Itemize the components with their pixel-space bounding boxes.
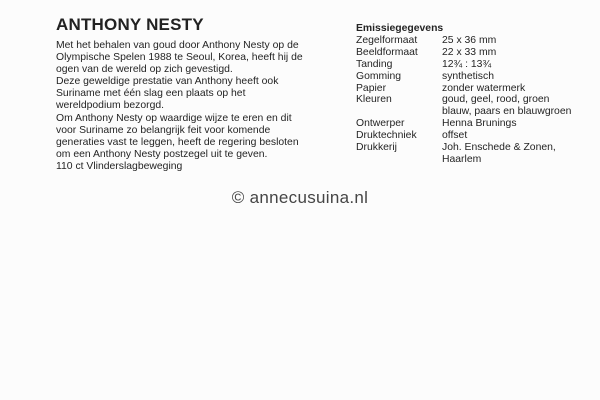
copyright-watermark: © annecusuina.nl	[231, 188, 369, 207]
spec-row-drukkerij	[356, 142, 591, 166]
description-line: Met het behalen van goud door Anthony Nesty op de	[56, 40, 299, 51]
description-line: om een Anthony Nesty postzegel uit te geven.	[56, 148, 268, 160]
description-line: voor Suriname zo belangrijk feit voor komende	[56, 124, 271, 136]
spec-value-line: Haarlem	[442, 153, 482, 165]
spec-row-zegelformaat	[356, 35, 591, 47]
spec-label: Druktechniek	[356, 130, 417, 142]
spec-value-line: 25 x 36 mm	[442, 34, 497, 46]
spec-label: Zegelformaat	[356, 34, 418, 46]
spec-row-tanding	[356, 59, 591, 71]
stamp-value-line: 110 ct Vlinderslagbeweging	[56, 160, 183, 172]
spec-row-ontwerper	[356, 118, 591, 130]
description-line: Suriname met één slag een plaats op het	[56, 88, 246, 100]
spec-value	[442, 59, 491, 71]
spec-row-beeldformaat	[356, 47, 591, 59]
spec-value-line: Henna Brunings	[442, 118, 517, 130]
spec-value-line: blauw, paars en blauwgroen	[442, 106, 572, 118]
spec-value-line: zonder watermerk	[442, 82, 526, 94]
spec-label: Kleuren	[356, 94, 392, 106]
spec-label: Gomming	[356, 70, 402, 82]
spec-row-kleuren	[356, 94, 591, 118]
description-line: wereldpodium bezorgd.	[56, 100, 165, 112]
spec-value-line: offset	[442, 130, 468, 142]
spec-value-line: 12¾ : 13¾	[442, 58, 492, 70]
description-line: generaties vast te leggen, heeft de regering besloten	[56, 136, 299, 148]
spec-value-line: 22 x 33 mm	[442, 46, 497, 58]
spec-label: Papier	[356, 82, 387, 94]
spec-value-line: goud, geel, rood, groen	[442, 94, 550, 106]
spec-value	[442, 47, 496, 59]
emission-details-heading: Emissiegegevens	[356, 23, 444, 34]
spec-label: Tanding	[356, 58, 393, 70]
description-line: Om Anthony Nesty op waardige wijze te eren en dit	[56, 112, 292, 124]
spec-value-line: Joh. Enschede & Zonen,	[442, 142, 556, 154]
page-title: ANTHONY NESTY	[56, 15, 204, 34]
description-line: Olympische Spelen 1988 te Seoul, Korea, heeft hij de	[56, 52, 303, 64]
spec-value	[442, 118, 517, 130]
spec-label: Drukkerij	[356, 142, 397, 154]
spec-label: Ontwerper	[356, 118, 405, 130]
spec-value-line: synthetisch	[442, 70, 494, 82]
spec-value	[442, 94, 571, 118]
description-line: ogen van de wereld op zich gevestigd.	[56, 64, 233, 76]
emission-details	[356, 23, 591, 166]
spec-value	[442, 71, 494, 83]
spec-row-druktechniek	[356, 130, 591, 142]
spec-value	[442, 142, 556, 166]
spec-value	[442, 35, 496, 47]
spec-label: Beeldformaat	[356, 46, 418, 58]
spec-row-papier	[356, 83, 591, 95]
description-line: Deze geweldige prestatie van Anthony heeft ook	[56, 76, 279, 88]
description-text	[56, 40, 338, 173]
spec-value	[442, 83, 525, 95]
spec-row-gomming	[356, 71, 591, 83]
spec-value	[442, 130, 467, 142]
